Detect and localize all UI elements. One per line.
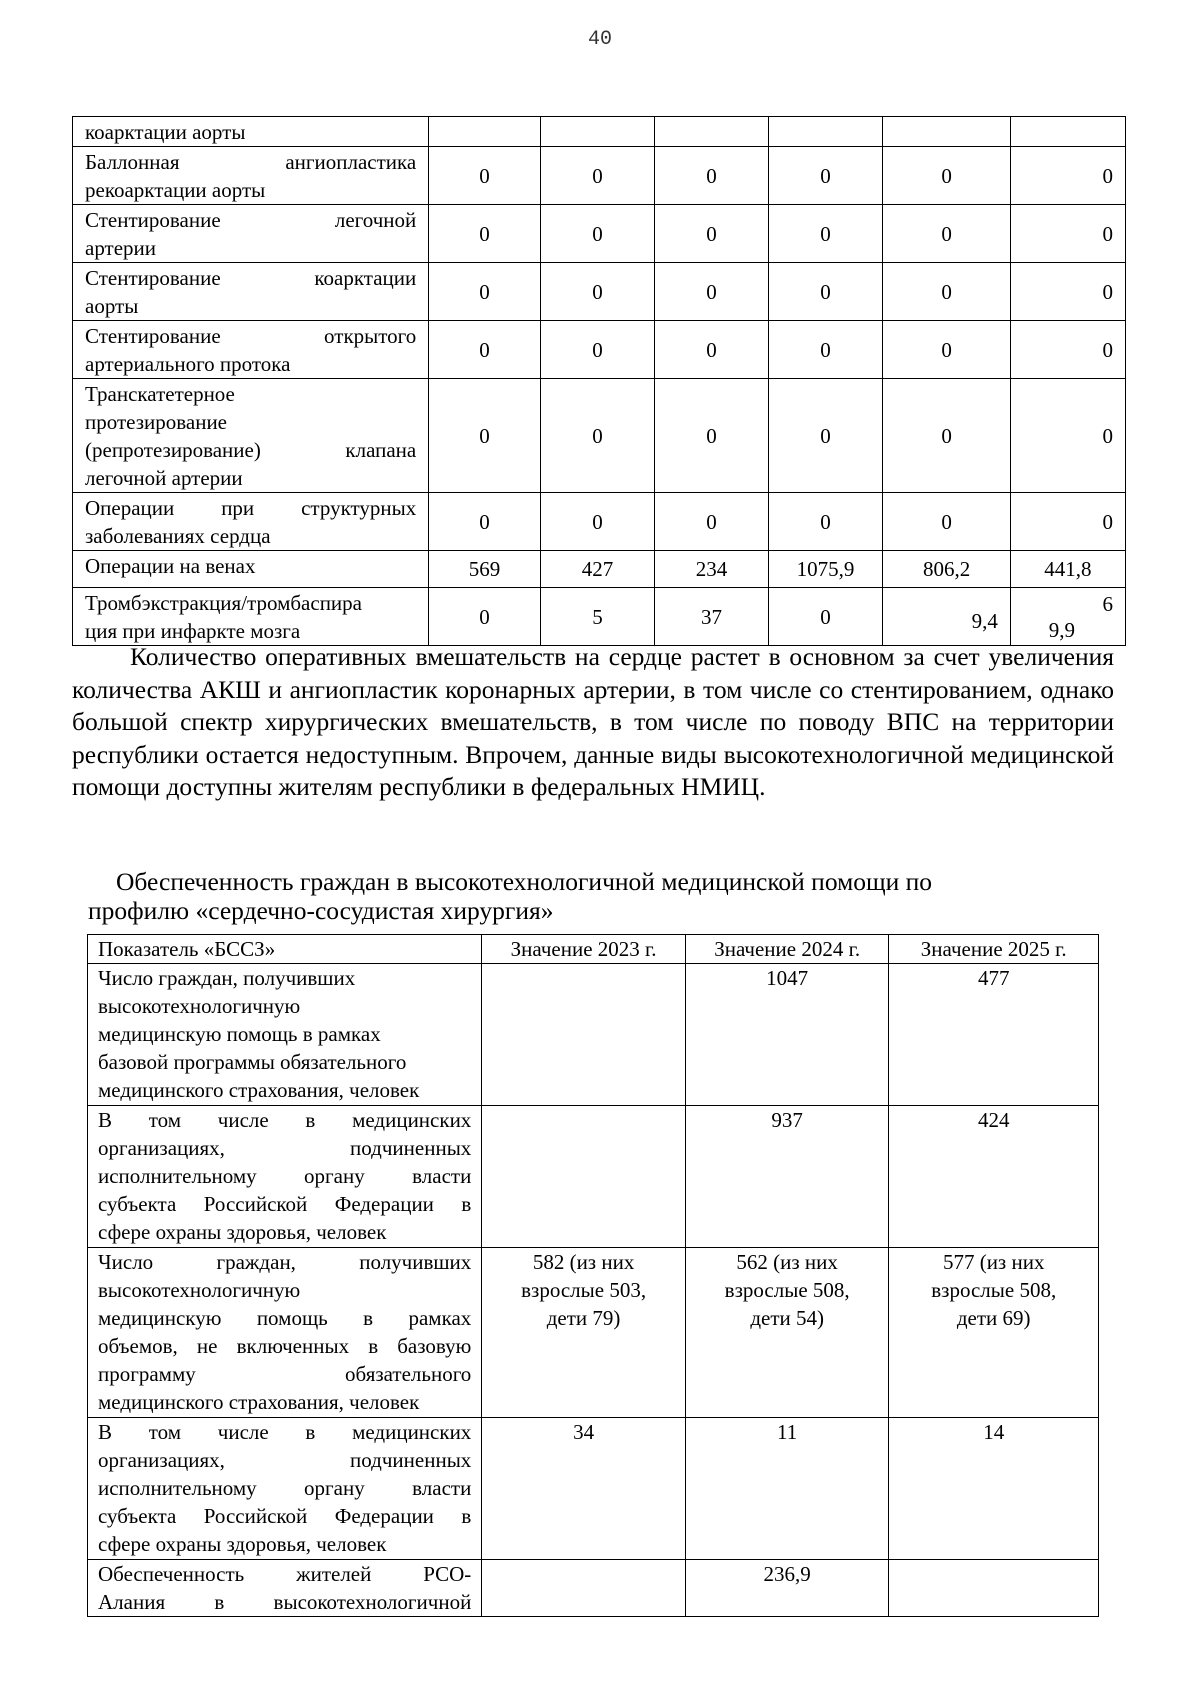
table-cell: 9,4 — [883, 588, 1011, 646]
table-cell: 0 — [655, 493, 768, 551]
table-cell — [482, 1560, 686, 1617]
table-row — [88, 1248, 1099, 1418]
table-cell: 0 — [540, 205, 654, 263]
provision-table — [87, 934, 1099, 1617]
table-cell: 37 — [655, 588, 768, 646]
table-row — [73, 205, 1126, 263]
table-cell: 0 — [1010, 205, 1125, 263]
table-row — [73, 379, 1126, 493]
table-cell: 0 — [1010, 147, 1125, 205]
table-cell: 0 — [655, 263, 768, 321]
table-cell — [655, 117, 768, 147]
table-cell: 0 — [540, 147, 654, 205]
table-cell: 577 (из них взрослые 508, дети 69) — [889, 1248, 1099, 1418]
row-label: Число граждан, получивших высокотехнологичную медицинскую помощь в рамках объемов, не включенных в базовую программу обязательного медицинского страхования, человек — [88, 1248, 482, 1418]
table-cell: 0 — [883, 493, 1011, 551]
table-cell: 0 — [655, 147, 768, 205]
table-cell: 569 — [429, 551, 541, 588]
table-cell: 0 — [883, 321, 1011, 379]
table-cell — [482, 964, 686, 1106]
table-cell: 0 — [540, 263, 654, 321]
table-cell: 0 — [883, 263, 1011, 321]
row-label: Стентирование открытого артериального протока — [73, 321, 429, 379]
table-row — [73, 263, 1126, 321]
row-label: Транскатетерное протезирование (репротезирование) клапана легочной артерии — [73, 379, 429, 493]
table-cell: 0 — [655, 321, 768, 379]
table-cell: 0 — [883, 379, 1011, 493]
table-row — [73, 321, 1126, 379]
table-cell: 0 — [429, 379, 541, 493]
table-cell: 0 — [655, 379, 768, 493]
table-cell — [540, 117, 654, 147]
table-cell: 441,8 — [1010, 551, 1125, 588]
table-cell: 0 — [540, 379, 654, 493]
table-cell: 0 — [429, 263, 541, 321]
row-label: Операции на венах — [73, 551, 429, 588]
table-cell: 582 (из них взрослые 503, дети 79) — [482, 1248, 686, 1418]
table-row — [88, 1418, 1099, 1560]
table-cell: 0 — [1010, 263, 1125, 321]
table-cell: 0 — [768, 379, 883, 493]
row-label: Баллонная ангиопластика рекоарктации аорты — [73, 147, 429, 205]
table-cell: 0 — [883, 147, 1011, 205]
table-row — [88, 1560, 1099, 1617]
table-cell: 0 — [1010, 493, 1125, 551]
row-label: Стентирование коарктации аорты — [73, 263, 429, 321]
row-label: Обеспеченность жителей РСО- Алания в высокотехнологичной — [88, 1560, 482, 1617]
table-cell: 0 — [768, 263, 883, 321]
row-label: Операции при структурных заболеваниях сердца — [73, 493, 429, 551]
table-row — [73, 117, 1126, 147]
table-cell: 0 — [429, 205, 541, 263]
row-label: В том числе в медицинских организациях, подчиненных исполнительному органу власти субъекта Российской Федерации в сфере охраны здоровья, человек — [88, 1106, 482, 1248]
row-label: Стентирование легочной артерии — [73, 205, 429, 263]
table-cell: 937 — [685, 1106, 889, 1248]
table-row — [73, 588, 1126, 646]
table-cell — [429, 117, 541, 147]
row-label: Тромбэкстракция/тромбаспира ция при инфаркте мозга — [73, 588, 429, 646]
table-cell: 1075,9 — [768, 551, 883, 588]
table-row — [73, 147, 1126, 205]
header-cell: Значение 2024 г. — [685, 935, 889, 964]
table-cell: 0 — [429, 321, 541, 379]
table-cell: 234 — [655, 551, 768, 588]
table-cell: 424 — [889, 1106, 1099, 1248]
table-cell: 0 — [655, 205, 768, 263]
table-cell: 6 9,9 — [1010, 588, 1125, 646]
table-cell: 14 — [889, 1418, 1099, 1560]
table-cell — [482, 1106, 686, 1248]
table-row — [88, 964, 1099, 1106]
row-label: коарктации аорты — [73, 117, 429, 147]
table-row — [88, 1106, 1099, 1248]
table-cell — [889, 1560, 1099, 1617]
table-cell: 5 — [540, 588, 654, 646]
body-paragraph: Количество оперативных вмешательств на сердце растет в основном за счет увеличения количества АКШ и ангиопластик коронарных артерии, в том числе со стентированием, однако большой спектр хирургических вмешательств, в том числе по поводу ВПС на территории республики остается недоступным. Впрочем, данные виды высокотехнологичной медицинской помощи доступны жителям республики в федеральных НМИЦ. — [72, 642, 1115, 801]
table-cell: 0 — [1010, 321, 1125, 379]
table-cell: 0 — [429, 493, 541, 551]
table-cell — [1010, 117, 1125, 147]
table-cell: 0 — [768, 493, 883, 551]
table-cell: 34 — [482, 1418, 686, 1560]
table-cell: 0 — [1010, 379, 1125, 493]
table-cell: 0 — [768, 147, 883, 205]
table-cell: 0 — [768, 205, 883, 263]
table-cell: 11 — [685, 1418, 889, 1560]
table-header-row — [88, 935, 1099, 964]
table-cell: 562 (из них взрослые 508, дети 54) — [685, 1248, 889, 1418]
table-cell: 236,9 — [685, 1560, 889, 1617]
table-cell: 0 — [429, 588, 541, 646]
page-number: 40 — [587, 28, 612, 51]
table-cell: 1047 — [685, 964, 889, 1106]
header-cell: Показатель «БССЗ» — [88, 935, 482, 964]
table-caption: Обеспеченность граждан в высокотехнологичной медицинской помощи по профилю «сердечно-сосудистая хирургия» — [88, 867, 933, 925]
table-cell: 427 — [540, 551, 654, 588]
surgery-stats-table — [72, 116, 1126, 646]
table-cell: 0 — [883, 205, 1011, 263]
table-cell: 0 — [540, 321, 654, 379]
row-label: В том числе в медицинских организациях, подчиненных исполнительному органу власти субъекта Российской Федерации в сфере охраны здоровья, человек — [88, 1418, 482, 1560]
table-cell: 806,2 — [883, 551, 1011, 588]
header-cell: Значение 2025 г. — [889, 935, 1099, 964]
table-cell: 0 — [429, 147, 541, 205]
table-cell: 0 — [540, 493, 654, 551]
table-row — [73, 493, 1126, 551]
table-cell: 0 — [768, 321, 883, 379]
row-label: Число граждан, получивших высокотехнологичную медицинскую помощь в рамках базовой программы обязательного медицинского страхования, человек — [88, 964, 482, 1106]
table-cell: 0 — [768, 588, 883, 646]
table-cell: 477 — [889, 964, 1099, 1106]
table-cell — [768, 117, 883, 147]
table-cell — [883, 117, 1011, 147]
table-row — [73, 551, 1126, 588]
header-cell: Значение 2023 г. — [482, 935, 686, 964]
